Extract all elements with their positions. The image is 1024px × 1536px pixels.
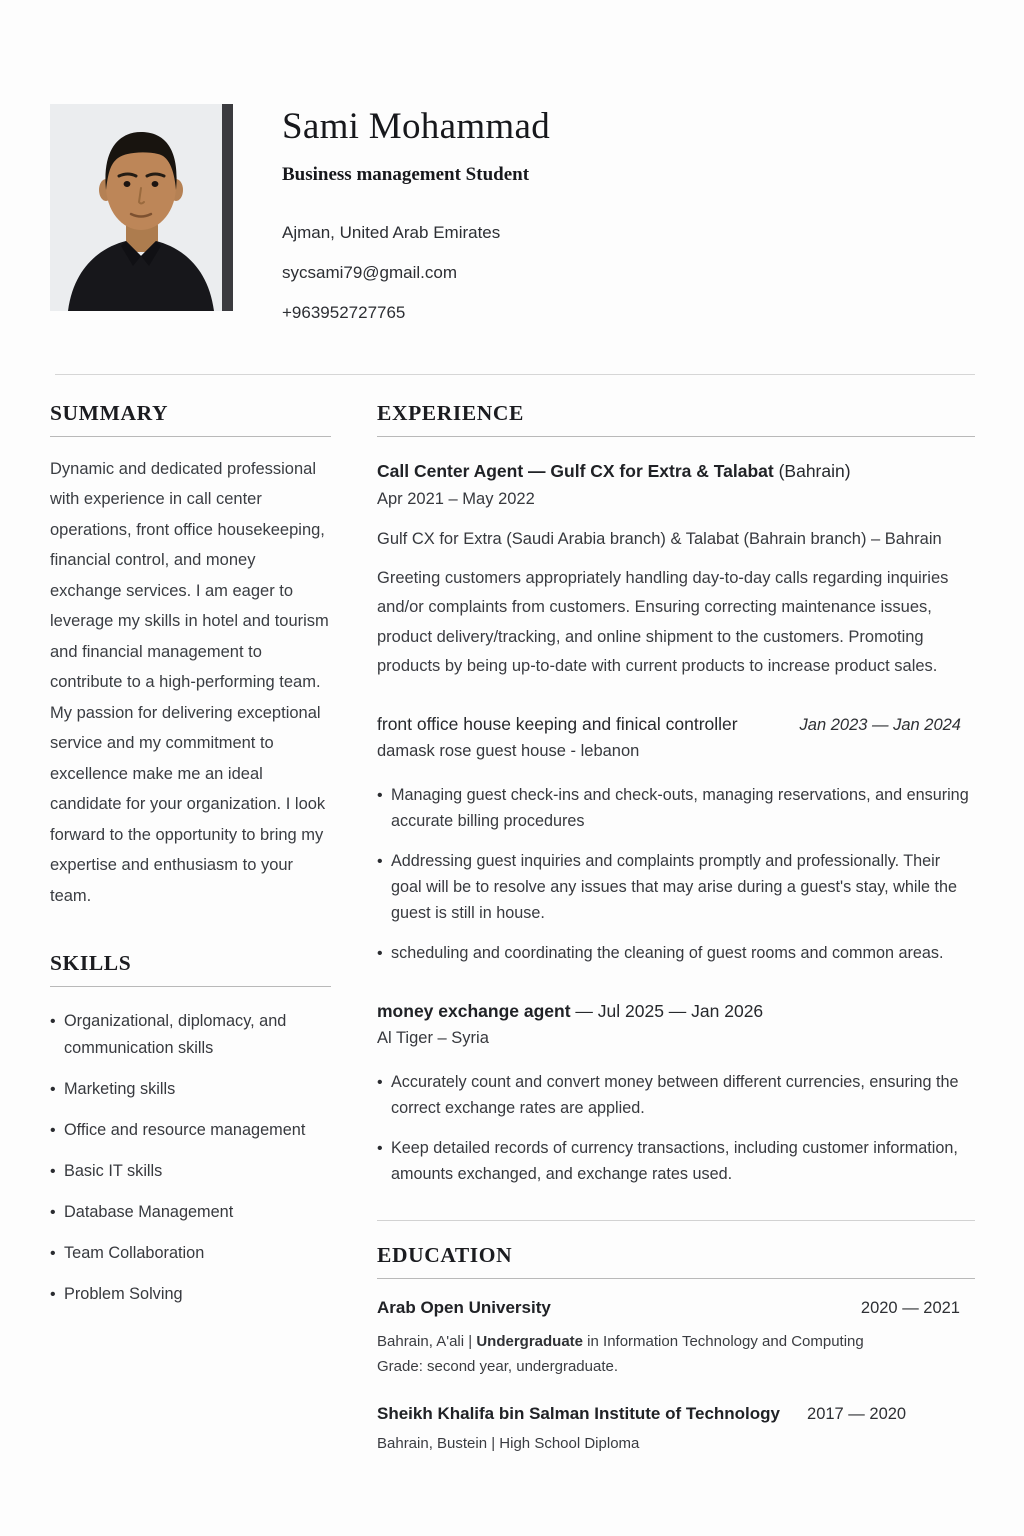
- job-dates: Apr 2021 – May 2022: [377, 489, 535, 508]
- job-bullet: • Managing guest check-ins and check-outs, managing reservations, and ensuring accurate billing procedures: [377, 782, 975, 834]
- contact-location: Ajman, United Arab Emirates: [282, 222, 501, 242]
- job-bullet-list: [377, 1069, 975, 1187]
- job-company: Al Tiger – Syria: [377, 1028, 489, 1047]
- job-company: damask rose guest house - lebanon: [377, 741, 640, 760]
- education-detail: Bahrain, Bustein | High School Diploma: [377, 1434, 640, 1452]
- education-title-row: [377, 1404, 975, 1424]
- education-detail: Bahrain, A'ali | Undergraduate in Information Technology and Computing: [377, 1332, 864, 1350]
- education-divider: [377, 1220, 975, 1221]
- content-columns: [0, 375, 1024, 1455]
- job-bullet: • scheduling and coordinating the cleaning of guest rooms and common areas.: [377, 940, 975, 967]
- job-title: money exchange agent — Jul 2025 — Jan 2026: [377, 1000, 764, 1021]
- candidate-title: Business management Student: [282, 163, 530, 185]
- education-grade: Grade: second year, undergraduate.: [377, 1357, 618, 1375]
- skills-heading: SKILLS: [50, 951, 331, 987]
- bullet-icon: •: [50, 1163, 56, 1181]
- contact-email: sycsami79@gmail.com: [282, 262, 458, 282]
- bullet-icon: •: [50, 1204, 56, 1222]
- contact-block: [282, 213, 550, 333]
- education-title-row: [377, 1298, 975, 1318]
- skill-item: • Marketing skills: [50, 1076, 331, 1103]
- bullet-icon: •: [50, 1013, 56, 1031]
- bullet-icon: •: [50, 1245, 56, 1263]
- bullet-icon: •: [50, 1081, 56, 1099]
- job-dates: Jan 2023 — Jan 2024: [799, 715, 961, 734]
- bullet-icon: •: [377, 1139, 383, 1157]
- left-column: [50, 375, 331, 1323]
- profile-photo: [50, 104, 233, 311]
- job-bullet: • Keep detailed records of currency transactions, including customer information, amounts exchanged, and exchange rates used.: [377, 1135, 975, 1187]
- bullet-icon: •: [377, 944, 383, 962]
- bullet-icon: •: [377, 1073, 383, 1091]
- education-dates: 2017 — 2020: [807, 1404, 907, 1423]
- bullet-icon: •: [377, 786, 383, 804]
- bullet-icon: •: [50, 1286, 56, 1304]
- header-text: [282, 104, 550, 333]
- summary-text: Dynamic and dedicated professional with experience in call center operations, front office housekeeping, financial control, and money exchange services. I am eager to leverage my skills in hotel and tourism and financial management to contribute to a high-performing team. My passion for delivering exceptional service and my commitment to excellence make me an ideal candidate for your organization. I look forward to the opportunity to bring my expertise and enthusiasm to your team.: [50, 459, 329, 905]
- bullet-icon: •: [377, 852, 383, 870]
- portrait-illustration: [50, 104, 233, 311]
- education-heading: EDUCATION: [377, 1243, 975, 1279]
- skill-item: • Basic IT skills: [50, 1158, 331, 1185]
- candidate-name: Sami Mohammad: [282, 106, 551, 147]
- experience-heading: EXPERIENCE: [377, 401, 975, 437]
- education-entry-2: [377, 1404, 975, 1455]
- job-title: Call Center Agent — Gulf CX for Extra & Talabat (Bahrain): [377, 460, 851, 481]
- job-bullet: • Addressing guest inquiries and complaints promptly and professionally. Their goal will be to resolve any issues that may arise during a guest's stay, while the guest is still in house.: [377, 848, 975, 926]
- job-bullet-list: [377, 782, 975, 967]
- skill-item: • Organizational, diplomacy, and communication skills: [50, 1008, 331, 1062]
- skills-list: [50, 1008, 331, 1308]
- job-title-row: [377, 712, 975, 736]
- skill-item: • Office and resource management: [50, 1117, 331, 1144]
- experience-job-2: [377, 712, 975, 967]
- school-name: Sheikh Khalifa bin Salman Institute of Technology: [377, 1403, 781, 1423]
- education-entry-1: [377, 1298, 975, 1378]
- job-title: front office house keeping and finical controller: [377, 713, 738, 734]
- job-company: Gulf CX for Extra (Saudi Arabia branch) & Talabat (Bahrain branch) – Bahrain: [377, 529, 942, 548]
- job-bullet: • Accurately count and convert money between different currencies, ensuring the correct exchange rates are applied.: [377, 1069, 975, 1121]
- experience-job-3: [377, 999, 975, 1187]
- contact-phone: +963952727765: [282, 302, 406, 322]
- bullet-icon: •: [50, 1122, 56, 1140]
- skill-item: • Database Management: [50, 1199, 331, 1226]
- school-name: Arab Open University: [377, 1297, 551, 1317]
- skill-item: • Team Collaboration: [50, 1240, 331, 1267]
- header: [0, 0, 1024, 333]
- right-column: [377, 375, 975, 1455]
- experience-job-1: [377, 459, 975, 682]
- education-dates: 2020 — 2021: [860, 1298, 960, 1317]
- job-description: Greeting customers appropriately handling day-to-day calls regarding inquiries and/or complaints from customers. Ensuring correcting maintenance issues, product delivery/tracking, and online shipment to the customers. Promoting products by being up-to-date with current products to increase product sales.: [377, 568, 949, 676]
- summary-heading: SUMMARY: [50, 401, 331, 437]
- skill-item: • Problem Solving: [50, 1281, 331, 1308]
